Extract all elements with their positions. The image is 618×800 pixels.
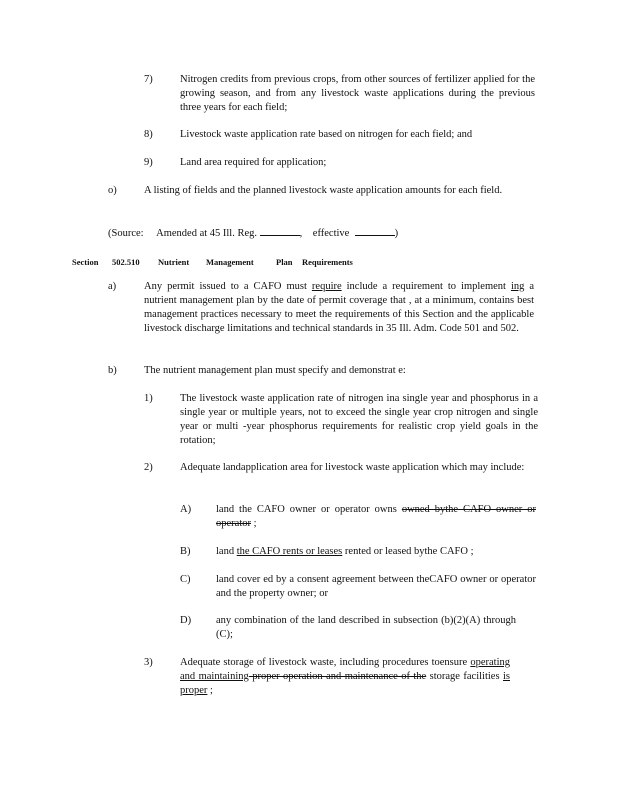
b3-text [180,656,510,698]
item-o-label: o) [108,185,117,196]
source-effective: effective [312,228,350,239]
section-title-1: Nutrient [158,257,190,267]
b3-end: ; [207,685,213,696]
item-8-label: 8) [144,129,153,140]
subsection-a-label: a) [108,281,117,292]
b2A-post: ; [250,518,257,529]
b2A-label: A) [180,504,192,515]
b2A-struck: owned bythe CAFO owner or operator [216,504,536,529]
section-title-2: Management [206,257,254,267]
b2B-pre: land [216,546,237,557]
source-prefix: (Source: [108,228,144,239]
subsection-a-text [144,280,534,336]
a-rest: a nutrient management plan by the date of permit coverage that , at a minimum, contains best management practices necessary to meet the requirements of this Section and the applicable livestock discharge limitations and technical standards in 35 Ill. Adm. Code 501 and 502. [144,281,535,334]
effective-blank [355,225,395,236]
section-title-3: Plan [276,257,293,267]
b2B-label: B) [180,546,191,557]
b2B-post: rented or leased bythe CAFO ; [342,546,474,557]
b1-label: 1) [144,393,153,404]
section-word: Section [72,257,99,267]
b3-post: storage facilities [426,671,503,682]
source-text: Amended at 45 Ill. Reg. [156,228,258,239]
subsection-b-text: The nutrient management plan must specify and demonstrat e: [144,365,406,376]
a-inserted-ing: ing [510,281,525,292]
source-note: (Source: Amended at 45 Ill. Reg. , effective ) [108,225,438,241]
b2B-text [216,545,536,559]
b3-struck: proper operation and maintenance of the [248,671,427,682]
b2A-text [216,503,536,531]
register-blank [260,225,300,236]
item-8-text: Livestock waste application rate based on nitrogen for each field; and [180,129,473,140]
b2A-pre: land the CAFO owner or operator owns [216,504,402,515]
a-inserted-include: include [341,281,378,292]
source-close: ) [394,228,399,239]
b2D-label: D) [180,615,192,626]
a-struck-require: require [311,281,342,292]
b3-pre: Adequate storage of livestock waste, including procedures toensure [180,657,471,668]
b3-label: 3) [144,657,153,668]
item-7-label: 7) [144,74,153,85]
subsection-b-label: b) [108,365,117,376]
section-title-4: Requirements [302,257,353,267]
item-9-label: 9) [144,157,153,168]
item-o-text: A listing of fields and the planned livestock waste application amounts for each field. [144,185,503,196]
item-7-text: Nitrogen credits from previous crops, from other sources of fertilizer applied for the growing season, and from any livestock waste applications during the previous three years for each field; [180,74,535,113]
b2C-text: land cover ed by a consent agreement between theCAFO owner or operator and the property owner; or [216,574,536,599]
b2B-inserted: the CAFO rents or leases [236,546,343,557]
b2-text: Adequate landapplication area for livestock waste application which may include: [180,462,525,473]
b2-label: 2) [144,462,153,473]
a-mid: a requirement to implement [377,281,511,292]
a-pre: Any permit issued to a CAFO must [144,281,312,292]
b3-inserted: operating and maintaining [180,657,510,682]
b2D-text: any combination of the land described in subsection (b)(2)(A) through (C); [216,615,516,640]
b2C-label: C) [180,574,191,585]
b1-text: The livestock waste application rate of nitrogen ina single year and phosphorus in a single year or multiple years, not to exceed the single year crop nitrogen and single year or multi -year phosphorus requirements for realistic crop yield goals in the rotation; [180,393,538,446]
item-9-text: Land area required for application; [180,157,327,168]
section-number: 502.510 [112,257,140,267]
b3-inserted-2: is proper [180,671,511,696]
